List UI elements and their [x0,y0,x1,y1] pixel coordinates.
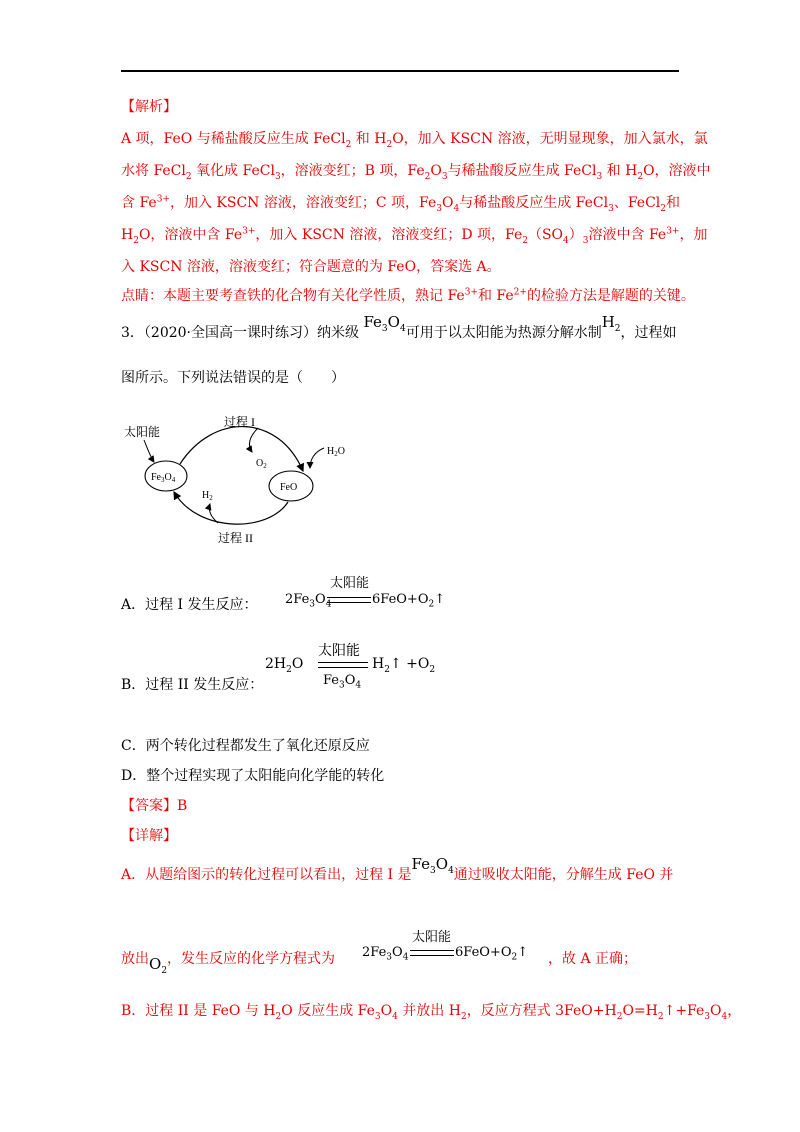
detail-o2-formula: $O_2$ [149,955,168,976]
header-rule [121,70,679,72]
h2-formula: $H_2$ [601,313,621,334]
analysis-note: 点睛：本题主要考查铁的化合物有关化学性质，熟记 $Fe^{3+}$和 $Fe^{2+}$的检验方法是解题的关键。 [121,287,695,304]
option-b-equals [318,662,368,668]
option-d: D．整个过程实现了太阳能向化学能的转化 [121,768,385,784]
analysis-line-5: 入 KSCN 溶液，溶液变红；符合题意的为 FeO，答案选 A。 [121,259,501,275]
detail-a-line-2: 放出$O_2$，发生反应的化学方程式为 [121,951,336,976]
detail-a-eq-equals [410,950,454,956]
detail-a-line-1: A．从题给图示的转化过程可以看出，过程 I 是$Fe_3O_4$通过吸收太阳能，分解生成 FeO 并 [121,855,674,883]
option-a-lhs: $2Fe_3O_4$ [285,592,332,610]
question-line-2: 图所示。下列说法错误的是（ ） [121,370,345,386]
solar-arrow [144,440,154,462]
h2-label: $H_2$ [202,490,213,502]
detail-a-eq-rhs: $6FeO+O_2↑$ [455,945,529,963]
analysis-line-4: $H_2O$，溶液中含 $Fe^{3+}$，加入 KSCN 溶液，溶液变红；D 项，$Fe_2(SO_4)_3$溶液中含 $Fe^{3+}$，加 [121,226,708,246]
option-b-lhs: $2H_2O$ [265,656,304,675]
fe3o4-formula: $Fe_3O_4$ [363,313,406,334]
option-a-label: A．过程 I 发生反应： [121,597,258,613]
fe3o4-node-label: $Fe_3O_4$ [151,472,176,484]
option-a-equals [327,597,371,603]
detail-fe3o4-formula: $Fe_3O_4$ [411,855,454,876]
detail-a-eq-lhs: $2Fe_3O_4$ [362,945,409,963]
process1-arrow [180,427,303,471]
cycle-diagram [118,408,378,548]
analysis-line-3: 含 $Fe^{3+}$，加入 KSCN 溶液，溶液变红；C 项，$Fe_3O_4$与稀盐酸反应生成 FeCl$_3$、FeCl$_2$和 [121,194,681,214]
o2-arrow [250,428,258,452]
detail-a-eq-condition: 太阳能 [412,930,452,945]
analysis-heading: 【解析】 [121,99,177,115]
option-b-condition-top: 太阳能 [318,643,360,659]
o2-label: $O_2$ [256,458,267,470]
solar-label: 太阳能 [124,425,161,439]
h2o-arrow [310,448,324,468]
process2-label: 过程 II [218,531,253,545]
detail-b-line-1: B．过程 II 是 FeO 与 $H_2O$ 反应生成 $Fe_3O_4$ 并放出 $H_2$，反应方程式 $3FeO+H_2O=H_2↑+Fe_3O_4$， [121,1003,742,1022]
option-b-rhs: $H_2↑ +O_2$ [372,656,436,675]
process2-arrow [174,492,288,524]
analysis-line-1: A 项，FeO 与稀盐酸反应生成 FeCl$_2$ 和 $H_2O$，加入 KSCN 溶液，无明显现象，加入氯水，氯 [121,131,708,150]
option-a-condition: 太阳能 [330,576,370,591]
option-b-condition-bottom: $Fe_3O_4$ [323,673,362,691]
h2o-label: $H_2O$ [327,446,345,458]
process1-label: 过程 I [224,415,255,429]
option-c: C．两个转化过程都发生了氧化还原反应 [121,738,370,754]
answer: 【答案】B [121,798,188,814]
option-b-label: B．过程 II 发生反应： [121,677,264,693]
detail-a-conclusion: ，故 A 正确； [548,951,638,967]
feo-node-label: FeO [280,482,298,493]
option-a-rhs: $6FeO+O_2↑$ [372,592,446,610]
question-line-1: 3．（2020·全国高一课时练习）纳米级 $Fe_3O_4$可用于以太阳能为热源分解水制$H_2$，过程如 [121,313,677,341]
analysis-line-2: 水将 FeCl$_2$ 氧化成 FeCl$_3$，溶液变红；B 项，$Fe_2O_3$与稀盐酸反应生成 FeCl$_3$ 和 $H_2O$，溶液中 [121,163,711,182]
detail-heading: 【详解】 [121,828,177,844]
